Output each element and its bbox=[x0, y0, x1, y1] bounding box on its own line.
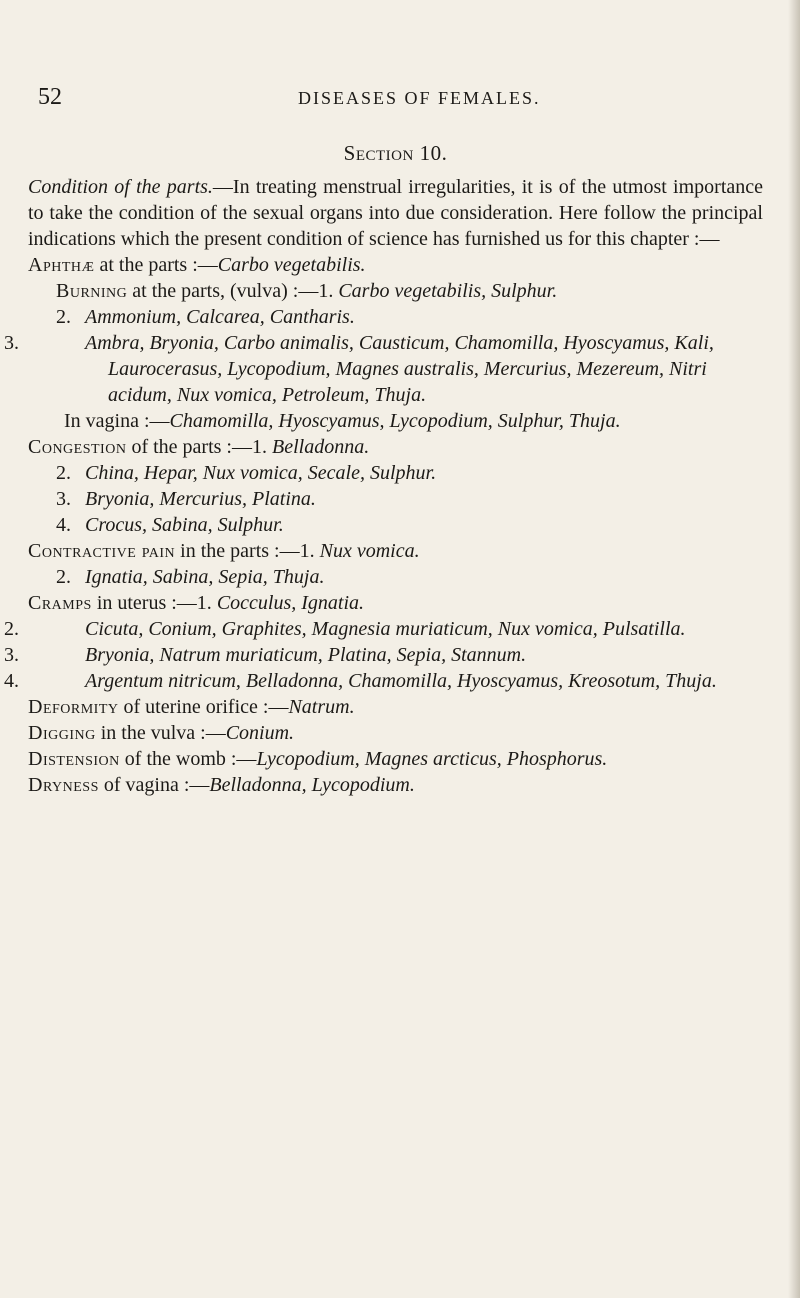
entry-cramps bbox=[28, 590, 763, 616]
entry-remedies: Carbo vegetabilis, Sulphur. bbox=[338, 280, 558, 302]
cramps-grade-2: 2. Cicuta, Conium, Graphites, Magnesia muriaticum, Nux vomica, Pulsatilla. bbox=[4, 618, 686, 640]
entry-context: of the parts :—1. bbox=[126, 436, 272, 458]
entry-term: Contractive pain bbox=[28, 540, 176, 562]
entry-context: of the womb :— bbox=[119, 748, 257, 770]
entry-remedies: Lycopodium, Magnes arcticus, Phosphorus. bbox=[256, 748, 608, 770]
page-edge-shadow bbox=[788, 0, 800, 1298]
entry-term: Congestion bbox=[28, 436, 127, 458]
entry-term: Dryness bbox=[28, 774, 99, 796]
entry-context: in the parts :—1. bbox=[175, 540, 320, 562]
entry-contractive-pain bbox=[28, 538, 763, 564]
entry-remedies: Carbo vegetabilis. bbox=[217, 254, 366, 276]
page-number: 52 bbox=[38, 84, 62, 110]
congestion-grade-3: 3. Bryonia, Mercurius, Platina. bbox=[56, 488, 316, 510]
contractive-grade-2: 2. Ignatia, Sabina, Sepia, Thuja. bbox=[56, 566, 325, 588]
entry-remedies: Cocculus, Ignatia. bbox=[216, 592, 365, 614]
page-header bbox=[0, 84, 800, 114]
entry-burning bbox=[28, 278, 763, 304]
section-title: Section 10. bbox=[343, 141, 448, 165]
entry-term: Cramps bbox=[28, 592, 92, 614]
entry-congestion bbox=[28, 434, 763, 460]
intro-text: —In treating menstrual irregularities, it is of the utmost importance to take the condition of the sexual organs into due consideration. Here follow the principal indications which the present condition of science has furnished us for this chapter :— bbox=[28, 176, 763, 250]
entry-context: of vagina :— bbox=[98, 774, 210, 796]
entry-context: in uterus :—1. bbox=[91, 592, 217, 614]
entry-term: Distension bbox=[28, 748, 120, 770]
congestion-grade-2: 2. China, Hepar, Nux vomica, Secale, Sulphur. bbox=[56, 462, 437, 484]
entry-remedies: Natrum. bbox=[288, 696, 355, 718]
entry-term: Digging bbox=[28, 722, 96, 744]
page-body bbox=[4, 140, 763, 798]
entry-context: in the vulva :— bbox=[95, 722, 226, 744]
entry-digging bbox=[28, 720, 763, 746]
intro-lead: Condition of the parts. bbox=[28, 176, 213, 198]
entry-dryness bbox=[28, 772, 763, 798]
entry-term: Aphthæ bbox=[28, 254, 95, 276]
entry-remedies: Nux vomica. bbox=[319, 540, 420, 562]
cramps-grade-3: 3. Bryonia, Natrum muriaticum, Platina, Sepia, Stannum. bbox=[4, 644, 527, 666]
entry-distension bbox=[28, 746, 763, 772]
entry-remedies: Conium. bbox=[225, 722, 295, 744]
running-head: DISEASES OF FEMALES. bbox=[298, 88, 541, 108]
entry-context: at the parts, (vulva) :—1. bbox=[127, 280, 339, 302]
intro-paragraph bbox=[28, 174, 763, 252]
burning-vagina: In vagina :—Chamomilla, Hyoscyamus, Lycopodium, Sulphur, Thuja. bbox=[64, 410, 621, 432]
entry-context: of uterine orifice :— bbox=[118, 696, 289, 718]
burning-grade-3: 3. Ambra, Bryonia, Carbo animalis, Causticum, Chamomilla, Hyoscyamus, Kali, Laurocerasus, Lycopodium, Magnes australis, Mercurius, Mezereum, Nitri acidum, Nux vomica, Petroleum, Thuja. bbox=[4, 332, 714, 406]
entry-remedies: Belladonna. bbox=[271, 436, 370, 458]
entry-deformity bbox=[28, 694, 763, 720]
entry-term: Burning bbox=[56, 280, 128, 302]
burning-grade-2: 2. Ammonium, Calcarea, Cantharis. bbox=[56, 306, 355, 328]
entry-aphthae bbox=[28, 252, 763, 278]
cramps-grade-4: 4. Argentum nitricum, Belladonna, Chamomilla, Hyoscyamus, Kreosotum, Thuja. bbox=[4, 670, 717, 692]
entry-term: Deformity bbox=[28, 696, 119, 718]
entry-remedies: Belladonna, Lycopodium. bbox=[209, 774, 415, 796]
congestion-grade-4: 4. Crocus, Sabina, Sulphur. bbox=[56, 514, 284, 536]
entry-context: at the parts :— bbox=[94, 254, 218, 276]
